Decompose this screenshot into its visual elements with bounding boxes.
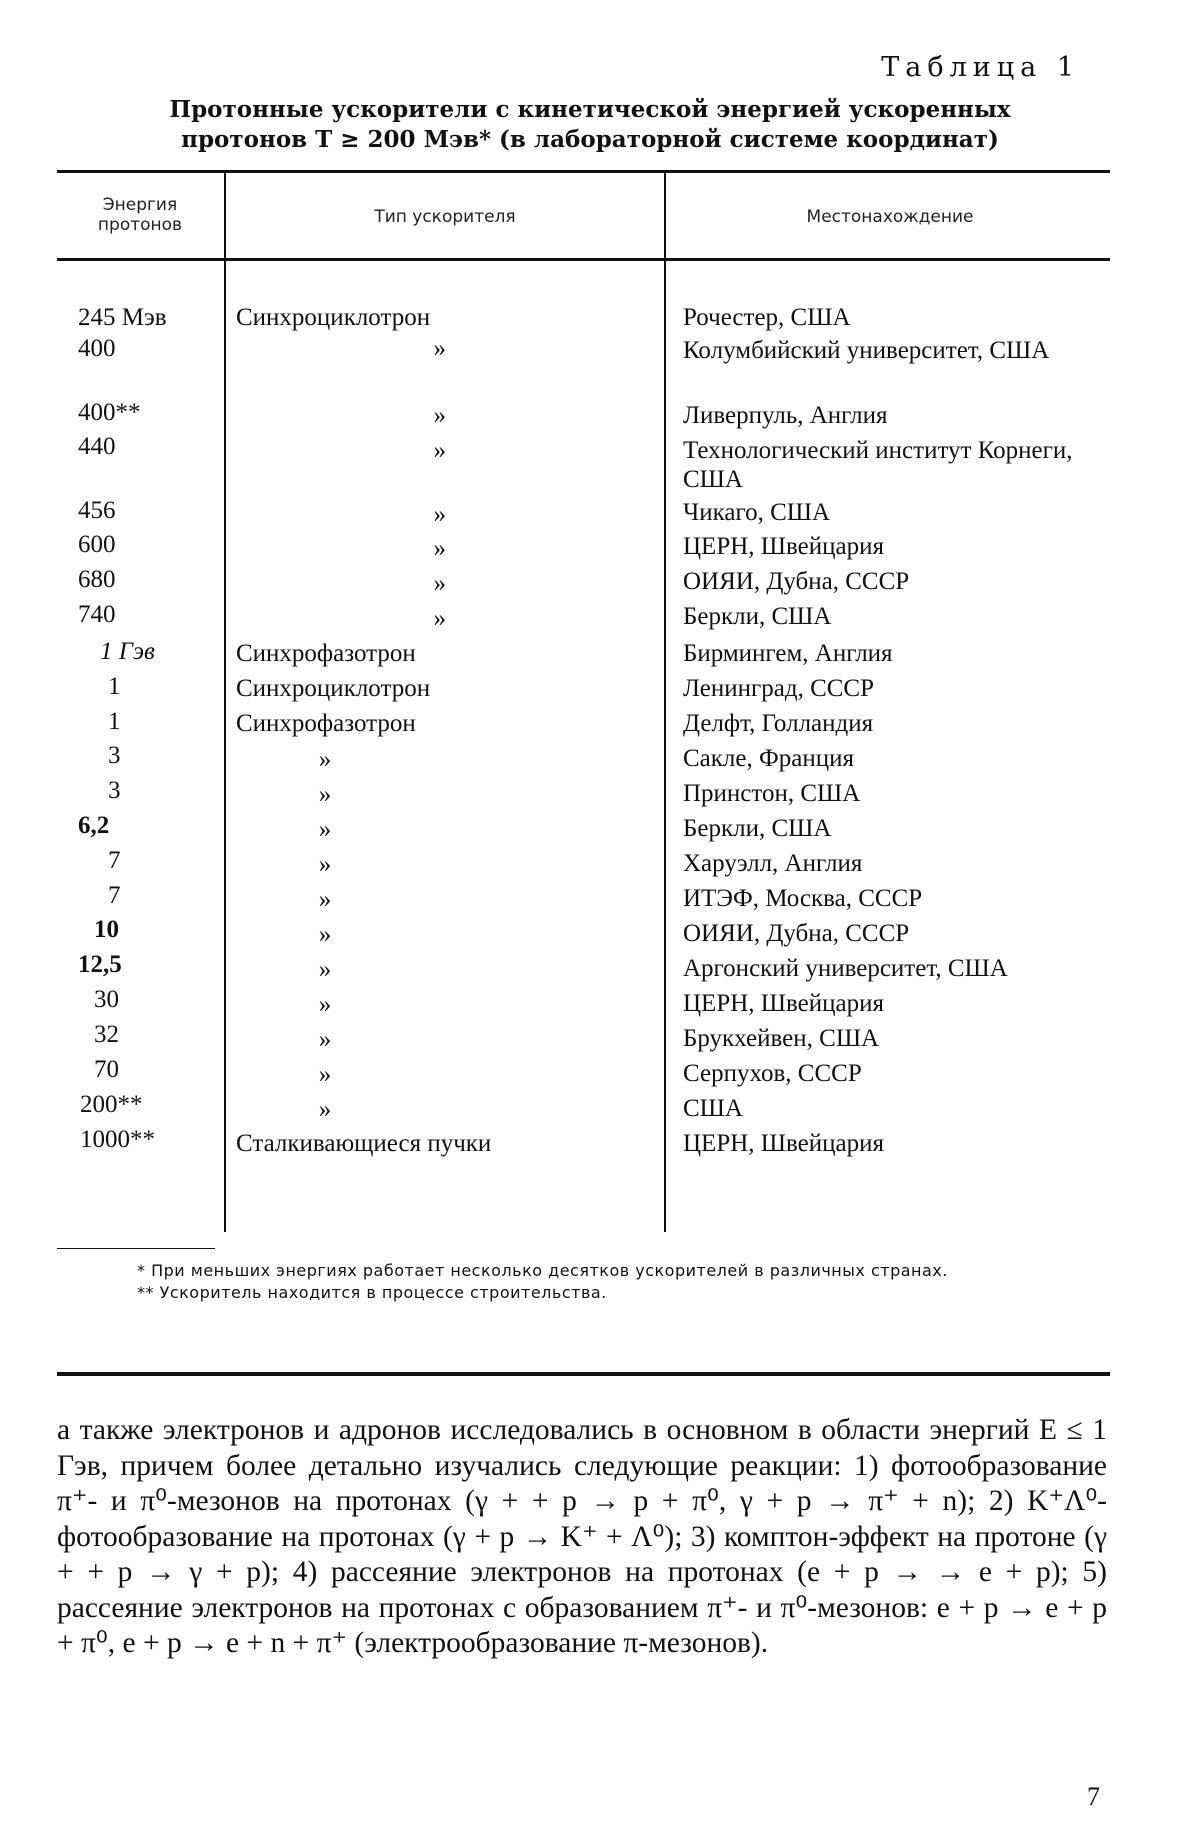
energy-cell: 740	[78, 601, 116, 628]
column-divider-1	[224, 172, 226, 1232]
type-cell-ditto: »	[318, 781, 332, 808]
energy-cell: 3	[108, 777, 121, 804]
footnote-rule	[57, 1248, 215, 1249]
energy-cell: 32	[94, 1021, 119, 1048]
energy-cell: 440	[78, 433, 116, 460]
energy-cell: 12,5	[78, 951, 122, 978]
type-cell-ditto: »	[433, 570, 446, 597]
table-title	[60, 95, 1120, 155]
location-cell: Технологический институт Корнеги, США	[683, 437, 1073, 493]
location-cell: Ленинград, СССР	[683, 675, 875, 702]
energy-cell: 400	[78, 335, 116, 362]
location-cell: Беркли, США	[683, 603, 832, 630]
location-cell: ЦЕРН, Швейцария	[683, 990, 884, 1017]
location-cell: Чикаго, США	[683, 499, 831, 526]
column-divider-2	[664, 172, 666, 1232]
energy-cell: 30	[94, 986, 119, 1013]
type-cell-ditto: »	[433, 535, 446, 562]
energy-cell: 400**	[78, 399, 141, 426]
table-title-line-2: протонов T ≥ 200 Мэв* (в лабораторной системе координат)	[181, 126, 999, 153]
location-cell: Сакле, Франция	[683, 745, 854, 772]
header-energy	[62, 195, 218, 235]
type-cell-ditto: »	[433, 605, 446, 632]
table-title-line-1: Протонные ускорители с кинетической энергией ускоренных	[169, 96, 1011, 123]
energy-cell: 70	[94, 1056, 119, 1083]
location-cell: Беркли, США	[683, 815, 832, 842]
location-cell: Брукхейвен, США	[683, 1025, 880, 1052]
header-location: Местонахождение	[806, 207, 974, 227]
header-energy-line-1: Энергия	[102, 195, 178, 215]
energy-cell: 456	[78, 497, 116, 524]
type-cell: Синхроциклотрон	[236, 304, 431, 331]
type-cell: Сталкивающиеся пучки	[236, 1130, 492, 1157]
energy-cell: 7	[108, 847, 121, 874]
location-cell: Делфт, Голландия	[683, 710, 874, 737]
location-cell: США	[683, 1095, 743, 1122]
type-cell-ditto: »	[433, 335, 446, 362]
type-cell: Синхроциклотрон	[236, 675, 431, 702]
header-type: Тип ускорителя	[374, 207, 516, 227]
type-cell: Синхрофазотрон	[236, 710, 416, 737]
footnote-2: ** Ускоритель находится в процессе строительства.	[137, 1283, 607, 1302]
body-paragraph-text: а также электронов и адронов исследовались в основном в области энергий E ≤ 1 Гэв, причем более детально изучались следующие реакции: 1) фотообразование π⁺- и π⁰-мезонов на протонах (γ + + p → p + π⁰, γ + p → π⁺ + n); 2) K⁺Λ⁰-фотообразование на протонах (γ + p → K⁺ + Λ⁰); 3) комптон-эффект на протоне (γ + + p → γ + p); 4) рассеяние электронов на протонах (e + p → → e + p); 5) рассеяние электронов на протонах с образованием π⁺- и π⁰-мезонов: e + p → e + p + π⁰, e + p → e + n + π⁺ (электрообразование π-мезонов).	[57, 1414, 1107, 1659]
energy-cell: 1	[108, 708, 121, 735]
location-cell: ЦЕРН, Швейцария	[683, 533, 884, 560]
page-number: 7	[1087, 1782, 1100, 1811]
type-cell-ditto: »	[318, 886, 332, 913]
type-cell-ditto: »	[318, 921, 332, 948]
location-cell: Колумбийский университет, США	[683, 337, 1050, 364]
location-cell: Рочестер, США	[683, 304, 851, 331]
type-cell: Синхрофазотрон	[236, 640, 416, 667]
energy-cell: 600	[78, 531, 116, 558]
type-cell-ditto: »	[318, 1096, 332, 1123]
table-top-rule	[57, 170, 1110, 173]
type-cell-ditto: »	[318, 746, 332, 773]
type-cell-ditto: »	[318, 956, 332, 983]
type-cell-ditto: »	[318, 991, 332, 1018]
location-cell: Харуэлл, Англия	[683, 850, 863, 877]
location-cell: ЦЕРН, Швейцария	[683, 1130, 884, 1157]
energy-cell: 3	[108, 742, 121, 769]
body-paragraph	[57, 1413, 1107, 1662]
location-cell: Серпухов, СССР	[683, 1060, 862, 1087]
energy-cell: 1 Гэв	[100, 638, 155, 665]
energy-cell: 245 Мэв	[78, 304, 167, 331]
footnotes	[57, 1262, 1102, 1302]
table-header-rule	[57, 258, 1110, 261]
type-cell-ditto: »	[433, 402, 446, 429]
type-cell-ditto: »	[318, 1026, 332, 1053]
type-cell-ditto: »	[318, 1061, 332, 1088]
table-label: Таблица 1	[881, 52, 1080, 83]
location-cell: Ливерпуль, Англия	[683, 402, 888, 429]
energy-cell: 1	[108, 673, 121, 700]
location-cell: ИТЭФ, Москва, СССР	[683, 885, 923, 912]
location-cell: Бирмингем, Англия	[683, 640, 893, 667]
section-divider-rule	[57, 1372, 1110, 1376]
type-cell-ditto: »	[433, 437, 446, 464]
type-cell-ditto: »	[318, 816, 332, 843]
location-cell: Принстон, США	[683, 780, 861, 807]
energy-cell: 10	[94, 916, 119, 943]
energy-cell: 200**	[80, 1091, 143, 1118]
location-cell: ОИЯИ, Дубна, СССР	[683, 920, 910, 947]
energy-cell: 6,2	[78, 812, 110, 839]
type-cell-ditto: »	[433, 501, 446, 528]
type-cell-ditto: »	[318, 851, 332, 878]
location-cell: Аргонский университет, США	[683, 955, 1008, 982]
energy-cell: 680	[78, 566, 116, 593]
header-energy-line-2: протонов	[97, 215, 183, 235]
location-cell: ОИЯИ, Дубна, СССР	[683, 568, 910, 595]
footnote-1: * При меньших энергиях работает несколько десятков ускорителей в различных странах.	[137, 1261, 948, 1280]
energy-cell: 7	[108, 882, 121, 909]
energy-cell: 1000**	[80, 1126, 155, 1153]
